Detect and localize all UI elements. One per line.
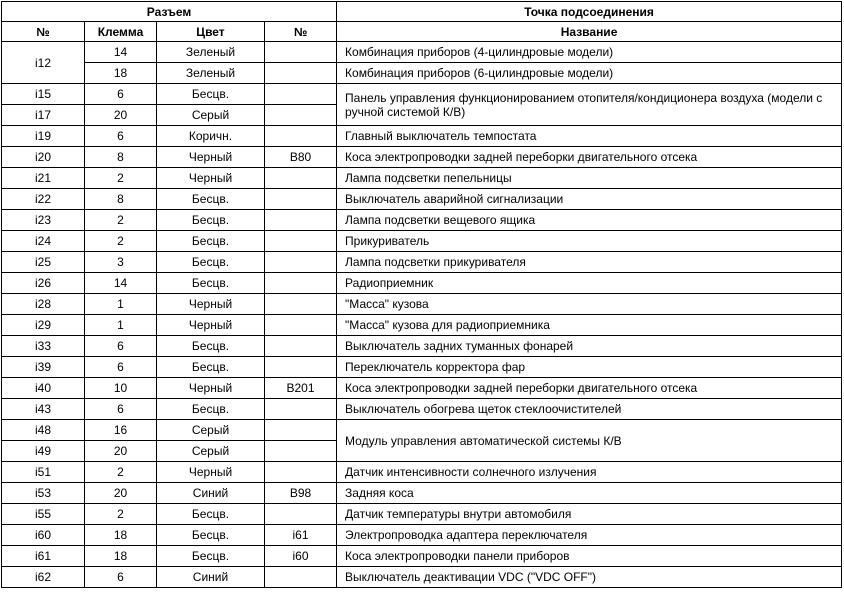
cell-no: i25 [2, 252, 85, 273]
cell-no2 [265, 294, 337, 315]
cell-terminal: 1 [85, 315, 157, 336]
cell-color: Синий [157, 567, 265, 588]
cell-name: Комбинация приборов (4-цилиндровые модели) [337, 42, 842, 63]
cell-color: Бесцв. [157, 357, 265, 378]
cell-no2 [265, 42, 337, 63]
table-row [2, 315, 842, 336]
cell-color: Серый [157, 420, 265, 441]
cell-no2 [265, 567, 337, 588]
cell-no: i49 [2, 441, 85, 462]
cell-color: Синий [157, 483, 265, 504]
table-row [2, 231, 842, 252]
cell-color: Черный [157, 315, 265, 336]
cell-no2: B98 [265, 483, 337, 504]
cell-no: i29 [2, 315, 85, 336]
cell-no2 [265, 231, 337, 252]
cell-terminal: 8 [85, 147, 157, 168]
cell-no2 [265, 168, 337, 189]
cell-no2 [265, 315, 337, 336]
cell-no2 [265, 441, 337, 462]
table-row [2, 210, 842, 231]
cell-name: "Масса" кузова [337, 294, 842, 315]
cell-terminal: 2 [85, 210, 157, 231]
cell-no: i12 [2, 42, 85, 84]
cell-no: i17 [2, 105, 85, 126]
cell-no2 [265, 189, 337, 210]
terminal-column-header: Клемма [85, 22, 157, 42]
cell-terminal: 18 [85, 525, 157, 546]
cell-no: i23 [2, 210, 85, 231]
cell-terminal: 2 [85, 231, 157, 252]
table-row [2, 42, 842, 63]
cell-terminal: 2 [85, 504, 157, 525]
table-row [2, 357, 842, 378]
cell-no2: i60 [265, 546, 337, 567]
cell-color: Бесцв. [157, 210, 265, 231]
cell-color: Бесцв. [157, 336, 265, 357]
cell-no: i33 [2, 336, 85, 357]
table-row [2, 84, 842, 105]
cell-no: i53 [2, 483, 85, 504]
cell-no: i51 [2, 462, 85, 483]
cell-name: Лампа подсветки вещевого ящика [337, 210, 842, 231]
cell-terminal: 8 [85, 189, 157, 210]
table-row [2, 252, 842, 273]
cell-no: i55 [2, 504, 85, 525]
cell-no: i21 [2, 168, 85, 189]
cell-name: Радиоприемник [337, 273, 842, 294]
cell-name: Коса электропроводки задней переборки двигательного отсека [337, 378, 842, 399]
cell-color: Бесцв. [157, 252, 265, 273]
cell-terminal: 18 [85, 546, 157, 567]
cell-no: i40 [2, 378, 85, 399]
cell-color: Бесцв. [157, 399, 265, 420]
cell-no2 [265, 357, 337, 378]
cell-name: Панель управления функционированием отопителя/кондиционера воздуха (модели с ручной системой К/В) [337, 84, 842, 126]
cell-no: i20 [2, 147, 85, 168]
cell-no2 [265, 336, 337, 357]
cell-color: Бесцв. [157, 84, 265, 105]
table-row [2, 546, 842, 567]
cell-terminal: 2 [85, 462, 157, 483]
cell-color: Черный [157, 294, 265, 315]
table-row [2, 378, 842, 399]
cell-color: Бесцв. [157, 525, 265, 546]
cell-color: Зеленый [157, 63, 265, 84]
cell-no2 [265, 399, 337, 420]
table-row [2, 336, 842, 357]
cell-name: Комбинация приборов (6-цилиндровые модели) [337, 63, 842, 84]
cell-no: i22 [2, 189, 85, 210]
cell-color: Серый [157, 105, 265, 126]
cell-terminal: 14 [85, 273, 157, 294]
table-row [2, 399, 842, 420]
cell-no2 [265, 210, 337, 231]
cell-no: i19 [2, 126, 85, 147]
cell-no: i43 [2, 399, 85, 420]
cell-no2 [265, 126, 337, 147]
cell-name: Выключатель обогрева щеток стеклоочистителей [337, 399, 842, 420]
cell-name: Выключатель задних туманных фонарей [337, 336, 842, 357]
cell-name: Переключатель корректора фар [337, 357, 842, 378]
connection-point-header: Точка подсоединения [337, 2, 842, 22]
cell-no2 [265, 420, 337, 441]
table-row [2, 168, 842, 189]
cell-no2 [265, 105, 337, 126]
cell-no: i61 [2, 546, 85, 567]
no2-column-header: № [265, 22, 337, 42]
cell-no: i26 [2, 273, 85, 294]
cell-name: Коса электропроводки панели приборов [337, 546, 842, 567]
cell-color: Черный [157, 147, 265, 168]
cell-color: Бесцв. [157, 231, 265, 252]
table-row [2, 63, 842, 84]
cell-color: Бесцв. [157, 189, 265, 210]
cell-no2 [265, 462, 337, 483]
cell-color: Черный [157, 168, 265, 189]
cell-name: Датчик интенсивности солнечного излучения [337, 462, 842, 483]
table-row [2, 462, 842, 483]
cell-no: i15 [2, 84, 85, 105]
cell-terminal: 18 [85, 63, 157, 84]
cell-color: Черный [157, 378, 265, 399]
cell-no2 [265, 84, 337, 105]
cell-color: Бесцв. [157, 273, 265, 294]
table-row [2, 525, 842, 546]
cell-terminal: 6 [85, 126, 157, 147]
cell-terminal: 6 [85, 399, 157, 420]
cell-no2 [265, 504, 337, 525]
cell-terminal: 2 [85, 168, 157, 189]
cell-no: i28 [2, 294, 85, 315]
cell-terminal: 6 [85, 357, 157, 378]
cell-name: Выключатель аварийной сигнализации [337, 189, 842, 210]
table-row [2, 483, 842, 504]
table-row [2, 273, 842, 294]
cell-name: Главный выключатель темпостата [337, 126, 842, 147]
cell-terminal: 20 [85, 483, 157, 504]
no-column-header: № [2, 22, 85, 42]
cell-terminal: 6 [85, 567, 157, 588]
table-row [2, 126, 842, 147]
cell-name: Выключатель деактивации VDC ("VDC OFF") [337, 567, 842, 588]
name-column-header: Название [337, 22, 842, 42]
cell-no: i24 [2, 231, 85, 252]
cell-name: Модуль управления автоматической системы К/В [337, 420, 842, 462]
cell-terminal: 14 [85, 42, 157, 63]
cell-no2 [265, 252, 337, 273]
cell-terminal: 3 [85, 252, 157, 273]
cell-color: Бесцв. [157, 546, 265, 567]
cell-terminal: 20 [85, 441, 157, 462]
cell-terminal: 6 [85, 84, 157, 105]
cell-terminal: 10 [85, 378, 157, 399]
cell-name: Прикуриватель [337, 231, 842, 252]
cell-terminal: 20 [85, 105, 157, 126]
cell-terminal: 1 [85, 294, 157, 315]
cell-name: Электропроводка адаптера переключателя [337, 525, 842, 546]
table-row [2, 147, 842, 168]
cell-no2: i61 [265, 525, 337, 546]
cell-no2 [265, 63, 337, 84]
table-row [2, 504, 842, 525]
connector-header: Разъем [2, 2, 337, 22]
cell-no: i62 [2, 567, 85, 588]
cell-terminal: 6 [85, 336, 157, 357]
cell-no2 [265, 273, 337, 294]
cell-no2: B201 [265, 378, 337, 399]
cell-no: i39 [2, 357, 85, 378]
cell-no: i60 [2, 525, 85, 546]
cell-name: Задняя коса [337, 483, 842, 504]
connector-table [1, 1, 842, 588]
cell-color: Коричн. [157, 126, 265, 147]
cell-no2: B80 [265, 147, 337, 168]
cell-name: Коса электропроводки задней переборки двигательного отсека [337, 147, 842, 168]
cell-color: Зеленый [157, 42, 265, 63]
table-row [2, 567, 842, 588]
cell-color: Бесцв. [157, 504, 265, 525]
cell-name: Лампа подсветки пепельницы [337, 168, 842, 189]
color-column-header: Цвет [157, 22, 265, 42]
table-row [2, 294, 842, 315]
cell-color: Черный [157, 462, 265, 483]
cell-terminal: 16 [85, 420, 157, 441]
cell-color: Серый [157, 441, 265, 462]
cell-name: "Масса" кузова для радиоприемника [337, 315, 842, 336]
cell-no: i48 [2, 420, 85, 441]
table-row [2, 420, 842, 441]
cell-name: Лампа подсветки прикуривателя [337, 252, 842, 273]
table-row [2, 189, 842, 210]
cell-name: Датчик температуры внутри автомобиля [337, 504, 842, 525]
